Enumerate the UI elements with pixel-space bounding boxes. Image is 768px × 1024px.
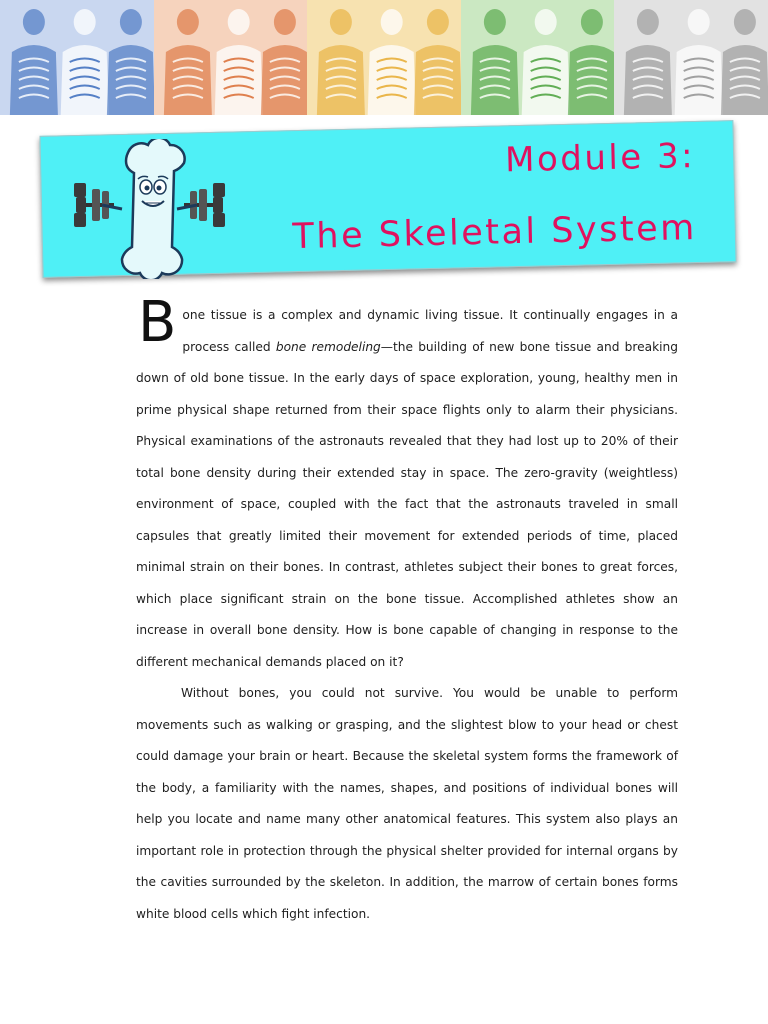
bone-mascot-icon xyxy=(72,139,227,279)
anatomy-figures-icon xyxy=(614,0,768,115)
banner-panel-orange xyxy=(154,0,308,115)
anatomy-figures-icon xyxy=(461,0,615,115)
banner-panel-yellow xyxy=(307,0,461,115)
module-body-text xyxy=(136,290,678,930)
module-number-heading: Module 3: xyxy=(504,136,696,181)
anatomy-figures-icon xyxy=(0,0,154,115)
anatomy-figures-icon xyxy=(307,0,461,115)
banner-panel-green xyxy=(461,0,615,115)
intro-paragraph xyxy=(136,290,678,678)
banner-panel-blue xyxy=(0,0,154,115)
second-paragraph: Without bones, you could not survive. You would be unable to perform movements such as walking or grasping, and the slightest blow to your head or chest could damage your brain or heart. Because the skeletal system forms the framework of the body, a familiarity with the names, shapes, and positions of individual bones will help you locate and name many other anatomical features. This system also plays an important role in protection through the physical shelter provided for internal organs by the cavities surrounded by the skeleton. In addition, the marrow of certain bones forms white blood cells which fight infection. xyxy=(136,686,678,921)
bone-remodeling-term: bone remodeling xyxy=(275,339,381,354)
intro-text-start: one tissue is a complex and dynamic living tissue. It continually engages in a process called xyxy=(182,308,678,354)
drop-cap-letter: B xyxy=(138,290,177,355)
intro-text-rest: —the building of new bone tissue and breaking down of old bone tissue. In the early days of space exploration, young, healthy men in prime physical shape returned from their space flights only to alarm their physicians. Physical examinations of the astronauts revealed that they had lost up to 20% of their total bone density during their extended stay in space. The zero-gravity (weightless) environment of space, coupled with the fact that the astronauts traveled in small capsules that greatly limited their movement for extended periods of time, placed minimal strain on their bones. In contrast, athletes subject their bones to great forces, which place significant strain on the bone tissue. Accomplished athletes show an increase in overall bone density. How is bone capable of changing in response to the different mechanical demands placed on it? xyxy=(136,339,678,669)
anatomy-banner xyxy=(0,0,768,115)
anatomy-figures-icon xyxy=(154,0,308,115)
banner-panel-gray xyxy=(614,0,768,115)
module-title-heading: The Skeletal System xyxy=(292,208,698,258)
